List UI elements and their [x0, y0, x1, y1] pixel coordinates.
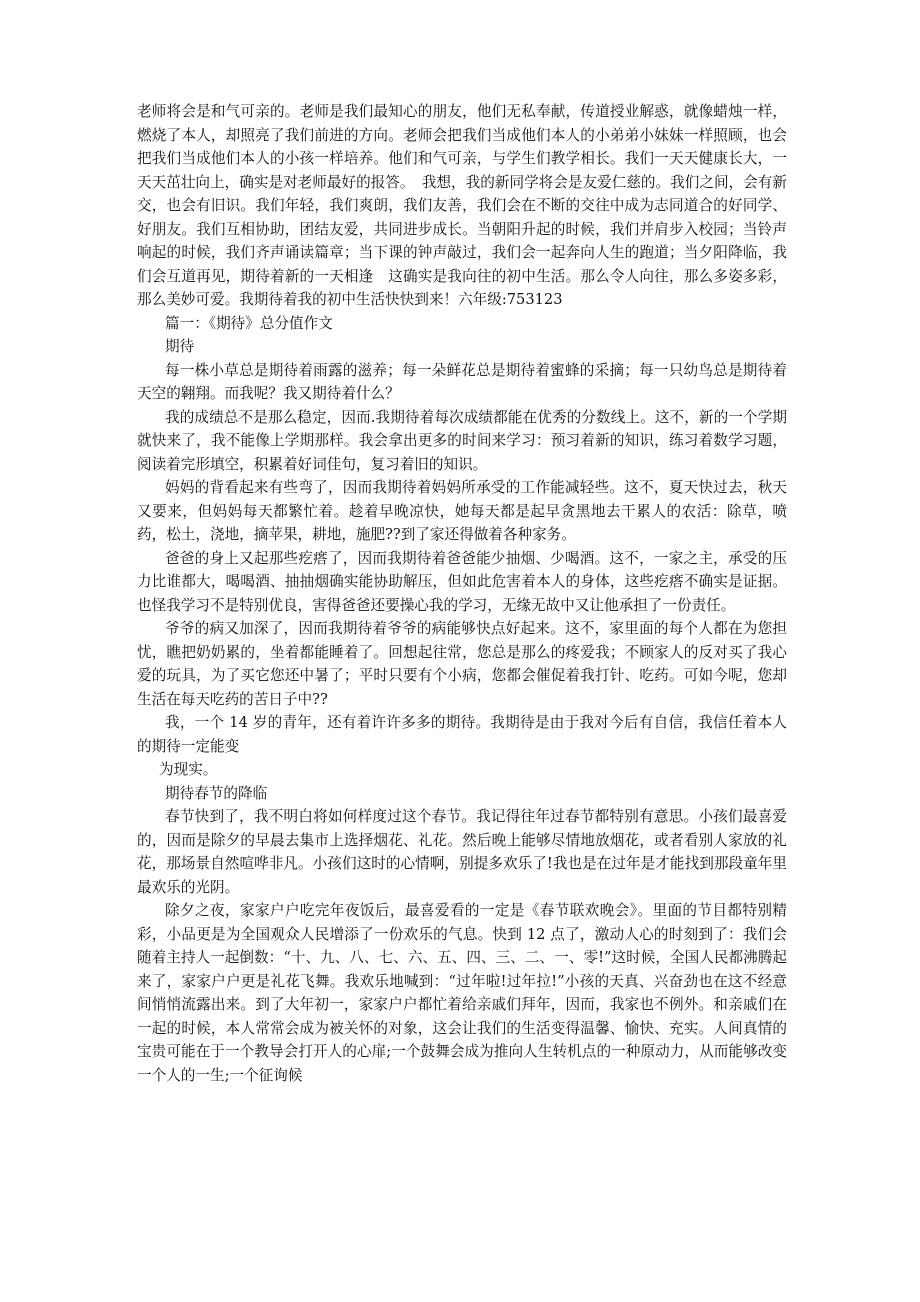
paragraph-intro: 老师将会是和气可亲的。老师是我们最知心的朋友，他们无私奉献，传道授业解惑，就像蜡烛一样，燃烧了本人，却照亮了我们前进的方向。老师会把我们当成他们本人的小弟弟小妹妹一样照顾，也会把我们当成他们本人的小孩一样培养。他们和气可亲，与学生们教学相长。我们一天天健康长大，一天天茁壮向上，确实是对老师最好的报答。 我想，我的新同学将会是友爱仁慈的。我们之间，会有新交，也会有旧识。我们年轻，我们爽朗，我们友善，我们会在不断的交往中成为志同道合的好同学、好朋友。我们互相协助，团结友爱，共同进步成长。当朝阳升起的时候，我们并肩步入校园；当铃声响起的时候，我们齐声诵读篇章；当下课的钟声敲过，我们会一起奔向人生的跑道；当夕阳降临，我们会互道再见，期待着新的一天相逢 这确实是我向往的初中生活。那么令人向往，那么多姿多彩，那么美妙可爱。我期待着我的初中生活快快到来！六年级:753123	[137, 103, 787, 308]
paragraph-body: 每一株小草总是期待着雨露的滋养；每一朵鲜花总是期待着蜜蜂的采摘；每一只幼鸟总是期待着天空的翱翔。而我呢？我又期待着什么？	[137, 361, 787, 402]
paragraph-body: 妈妈的背看起来有些弯了，因而我期待着妈妈所承受的工作能减轻些。这不，夏天快过去，秋天又要来，但妈妈每天都繁忙着。趁着早晚凉快，她每天都是起早贪黑地去干累人的农活：除草，喷药，松土，浇地，摘苹果，耕地，施肥??到了家还得做着各种家务。	[137, 479, 787, 543]
paragraph-body: 爷爷的病又加深了，因而我期待着爷爷的病能够快点好起来。这不，家里面的每个人都在为您担忧，瞧把奶奶累的，坐着都能睡着了。回想起往常，您总是那么的疼爱我；不顾家人的反对买了我心爱的玩具，为了买它您还中暑了；平时只要有个小病，您都会催促着我打针、吃药。可如今呢，您却生活在每天吃药的苦日子中??	[137, 620, 787, 708]
paragraph-body: 爸爸的身上又起那些疙瘩了，因而我期待着爸爸能少抽烟、少喝酒。这不，一家之主，承受的压力比谁都大，喝喝酒、抽抽烟确实能协助解压，但如此危害着本人的身体，这些疙瘩不确实是证据。也怪我学习不是特别优良，害得爸爸还要操心我的学习，无缘无故中又让他承担了一份责任。	[137, 549, 787, 614]
paragraph-body: 除夕之夜，家家户户吃完年夜饭后，最喜爱看的一定是《春节联欢晚会》。里面的节目都特别精彩，小品更是为全国观众人民增添了一份欢乐的气息。快到 12 点了，激动人心的时刻到了：我们会随着主持人一起倒数：“十、九、八、七、六、五、四、三、二、一、零!”这时候，全国人民都沸腾起来了，家家户户更是礼花飞舞。我欢乐地喊到：“过年啦!过年拉!”小孩的天真、兴奋劲也在这不经意间悄悄流露出来。到了大年初一，家家户户都忙着给亲戚们拜年，因而，我家也不例外。和亲戚们在一起的时候，本人常常会成为被关怀的对象，这会让我们的生活变得温馨、愉快、充实。人间真情的宝贵可能在于一个教导会打开人的心扉;一个鼓舞会成为推向人生转机点的一种原动力，从而能够改变一个人的一生;一个征询候	[137, 902, 787, 1084]
paragraph-body: 我，一个 14 岁的青年，还有着许许多多的期待。我期待是由于我对今后有自信，我信任着本人的期待一定能变	[137, 714, 787, 755]
section-heading-essay-1: 篇一：《期待》总分值作文	[165, 314, 333, 332]
paragraph-body: 春节快到了，我不明白将如何样度过这个春节。我记得往年过春节都特别有意思。小孩们最喜爱的，因而是除夕的早晨去集市上选择烟花、礼花。然后晚上能够尽情地放烟花，或者看别人家放的礼花，那场景自然喧哗非凡。小孩们这时的心情啊，别提多欢乐了!我也是在过年是才能找到那段童年里最欢乐的光阴。	[137, 808, 787, 896]
paragraph-continuation: 为现实。	[159, 761, 218, 778]
essay-title-anticipation: 期待	[165, 338, 195, 355]
paragraph-body: 我的成绩总不是那么稳定，因而.我期待着每次成绩都能在优秀的分数线上。这不，新的一个学期就快来了，我不能像上学期那样。我会拿出更多的时间来学习：预习着新的知识，练习着数学习题，阅读着完形填空，积累着好词佳句，复习着旧的知识。	[137, 408, 787, 473]
essay-title-spring-festival: 期待春节的降临	[165, 784, 268, 802]
document-page	[137, 100, 787, 1087]
